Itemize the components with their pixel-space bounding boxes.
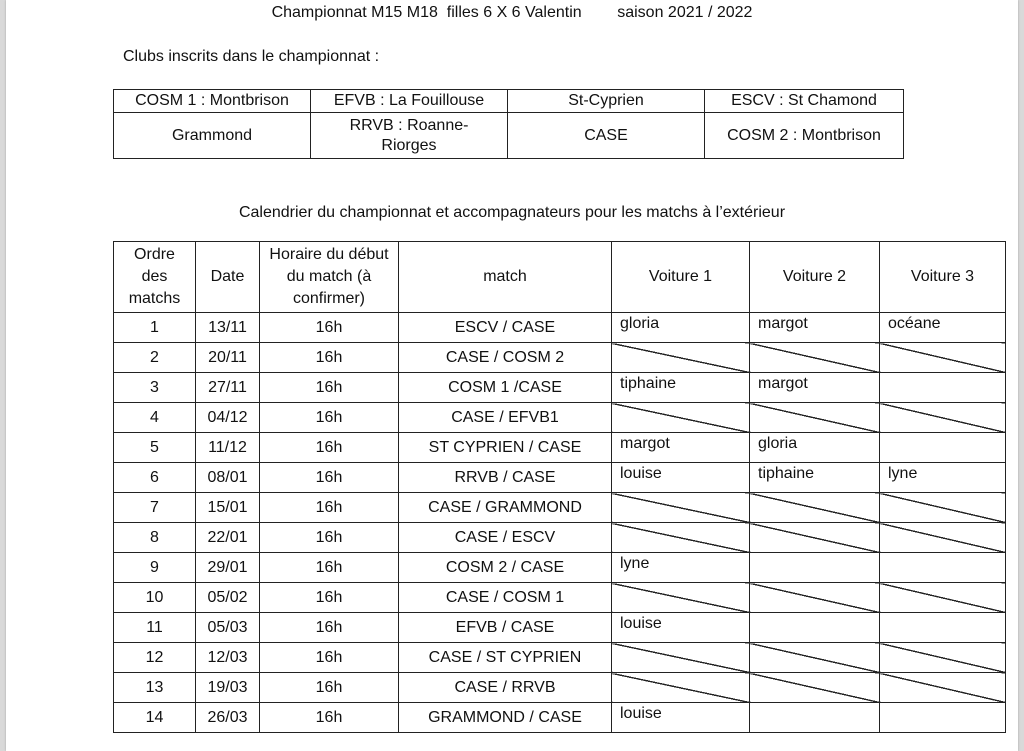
date-cell: 15/01 [196, 493, 260, 523]
order-cell: 11 [114, 613, 196, 643]
table-row [114, 313, 1006, 343]
header-date: Date [196, 242, 260, 313]
car3-cell [880, 553, 1006, 583]
car3-cell [880, 403, 1006, 433]
car3-cell [880, 673, 1006, 703]
car1-cell: louise [612, 463, 750, 493]
header-order: Ordre des matchs [114, 242, 196, 313]
table-row [114, 643, 1006, 673]
car3-cell: océane [880, 313, 1006, 343]
schedule-body [114, 313, 1006, 733]
match-cell: RRVB / CASE [399, 463, 612, 493]
time-cell: 16h [260, 403, 399, 433]
time-cell: 16h [260, 703, 399, 733]
date-cell: 08/01 [196, 463, 260, 493]
match-cell: EFVB / CASE [399, 613, 612, 643]
calendar-heading: Calendrier du championnat et accompagnateurs pour les matchs à l’extérieur [238, 204, 786, 221]
document-title: Championnat M15 M18 filles 6 X 6 Valentin saison 2021 / 2022 [271, 4, 753, 21]
car2-cell [750, 643, 880, 673]
time-cell: 16h [260, 343, 399, 373]
order-cell: 8 [114, 523, 196, 553]
club-cell-text: RRVB : Roanne-Riorges [349, 116, 469, 154]
car3-cell [880, 613, 1006, 643]
header-car1: Voiture 1 [612, 242, 750, 313]
car2-cell [750, 673, 880, 703]
order-cell: 9 [114, 553, 196, 583]
order-cell: 12 [114, 643, 196, 673]
car2-cell [750, 703, 880, 733]
time-cell: 16h [260, 553, 399, 583]
club-cell: ESCV : St Chamond [705, 90, 904, 113]
match-cell: CASE / COSM 1 [399, 583, 612, 613]
time-cell: 16h [260, 643, 399, 673]
date-cell: 22/01 [196, 523, 260, 553]
date-cell: 27/11 [196, 373, 260, 403]
car2-cell [750, 523, 880, 553]
car3-cell [880, 343, 1006, 373]
car1-cell: louise [612, 613, 750, 643]
car1-cell [612, 523, 750, 553]
car3-cell: lyne [880, 463, 1006, 493]
table-row [114, 433, 1006, 463]
header-car2: Voiture 2 [750, 242, 880, 313]
table-row [114, 583, 1006, 613]
time-cell: 16h [260, 523, 399, 553]
order-cell: 7 [114, 493, 196, 523]
date-cell: 04/12 [196, 403, 260, 433]
car3-cell [880, 433, 1006, 463]
header-car3: Voiture 3 [880, 242, 1006, 313]
car1-cell [612, 403, 750, 433]
clubs-row [114, 90, 904, 113]
car2-cell [750, 583, 880, 613]
car1-cell [612, 493, 750, 523]
header-match: match [399, 242, 612, 313]
date-cell: 19/03 [196, 673, 260, 703]
car2-cell: tiphaine [750, 463, 880, 493]
schedule-table [113, 241, 1006, 733]
date-cell: 12/03 [196, 643, 260, 673]
clubs-row [114, 113, 904, 159]
car1-cell [612, 673, 750, 703]
order-cell: 3 [114, 373, 196, 403]
car3-cell [880, 643, 1006, 673]
club-cell: COSM 1 : Montbrison [114, 90, 311, 113]
time-cell: 16h [260, 673, 399, 703]
time-cell: 16h [260, 373, 399, 403]
table-row [114, 523, 1006, 553]
header-time: Horaire du début du match (à confirmer) [260, 242, 399, 313]
time-cell: 16h [260, 463, 399, 493]
table-row [114, 403, 1006, 433]
match-cell: CASE / EFVB1 [399, 403, 612, 433]
car1-cell: gloria [612, 313, 750, 343]
match-cell: GRAMMOND / CASE [399, 703, 612, 733]
club-cell: COSM 2 : Montbrison [705, 113, 904, 159]
date-cell: 05/03 [196, 613, 260, 643]
car3-cell [880, 523, 1006, 553]
clubs-heading: Clubs inscrits dans le championnat : [123, 48, 380, 65]
time-cell: 16h [260, 583, 399, 613]
club-cell: St-Cyprien [508, 90, 705, 113]
time-cell: 16h [260, 433, 399, 463]
car2-cell [750, 553, 880, 583]
match-cell: CASE / COSM 2 [399, 343, 612, 373]
car1-cell: margot [612, 433, 750, 463]
match-cell: ESCV / CASE [399, 313, 612, 343]
order-cell: 6 [114, 463, 196, 493]
date-cell: 20/11 [196, 343, 260, 373]
order-cell: 10 [114, 583, 196, 613]
car2-cell: gloria [750, 433, 880, 463]
match-cell: CASE / RRVB [399, 673, 612, 703]
car1-cell: tiphaine [612, 373, 750, 403]
car1-cell: lyne [612, 553, 750, 583]
car3-cell [880, 373, 1006, 403]
club-cell: Grammond [114, 113, 311, 159]
car3-cell [880, 703, 1006, 733]
car2-cell [750, 403, 880, 433]
car2-cell [750, 613, 880, 643]
date-cell: 26/03 [196, 703, 260, 733]
order-cell: 14 [114, 703, 196, 733]
match-cell: CASE / ESCV [399, 523, 612, 553]
car1-cell: louise [612, 703, 750, 733]
table-row [114, 493, 1006, 523]
date-cell: 13/11 [196, 313, 260, 343]
match-cell: ST CYPRIEN / CASE [399, 433, 612, 463]
car2-cell: margot [750, 373, 880, 403]
time-cell: 16h [260, 313, 399, 343]
match-cell: CASE / ST CYPRIEN [399, 643, 612, 673]
car2-cell: margot [750, 313, 880, 343]
time-cell: 16h [260, 493, 399, 523]
car2-cell [750, 343, 880, 373]
car2-cell [750, 493, 880, 523]
order-cell: 4 [114, 403, 196, 433]
schedule-header-row [114, 242, 1006, 313]
order-cell: 13 [114, 673, 196, 703]
car1-cell [612, 583, 750, 613]
match-cell: COSM 2 / CASE [399, 553, 612, 583]
car1-cell [612, 343, 750, 373]
car3-cell [880, 493, 1006, 523]
club-cell: EFVB : La Fouillouse [311, 90, 508, 113]
table-row [114, 343, 1006, 373]
table-row [114, 373, 1006, 403]
time-cell: 16h [260, 613, 399, 643]
club-cell [311, 113, 508, 159]
date-cell: 11/12 [196, 433, 260, 463]
table-row [114, 673, 1006, 703]
table-row [114, 553, 1006, 583]
date-cell: 29/01 [196, 553, 260, 583]
order-cell: 1 [114, 313, 196, 343]
match-cell: COSM 1 /CASE [399, 373, 612, 403]
car3-cell [880, 583, 1006, 613]
table-row [114, 703, 1006, 733]
match-cell: CASE / GRAMMOND [399, 493, 612, 523]
car1-cell [612, 643, 750, 673]
table-row [114, 613, 1006, 643]
order-cell: 2 [114, 343, 196, 373]
date-cell: 05/02 [196, 583, 260, 613]
clubs-table [113, 89, 904, 159]
table-row [114, 463, 1006, 493]
club-cell: CASE [508, 113, 705, 159]
order-cell: 5 [114, 433, 196, 463]
